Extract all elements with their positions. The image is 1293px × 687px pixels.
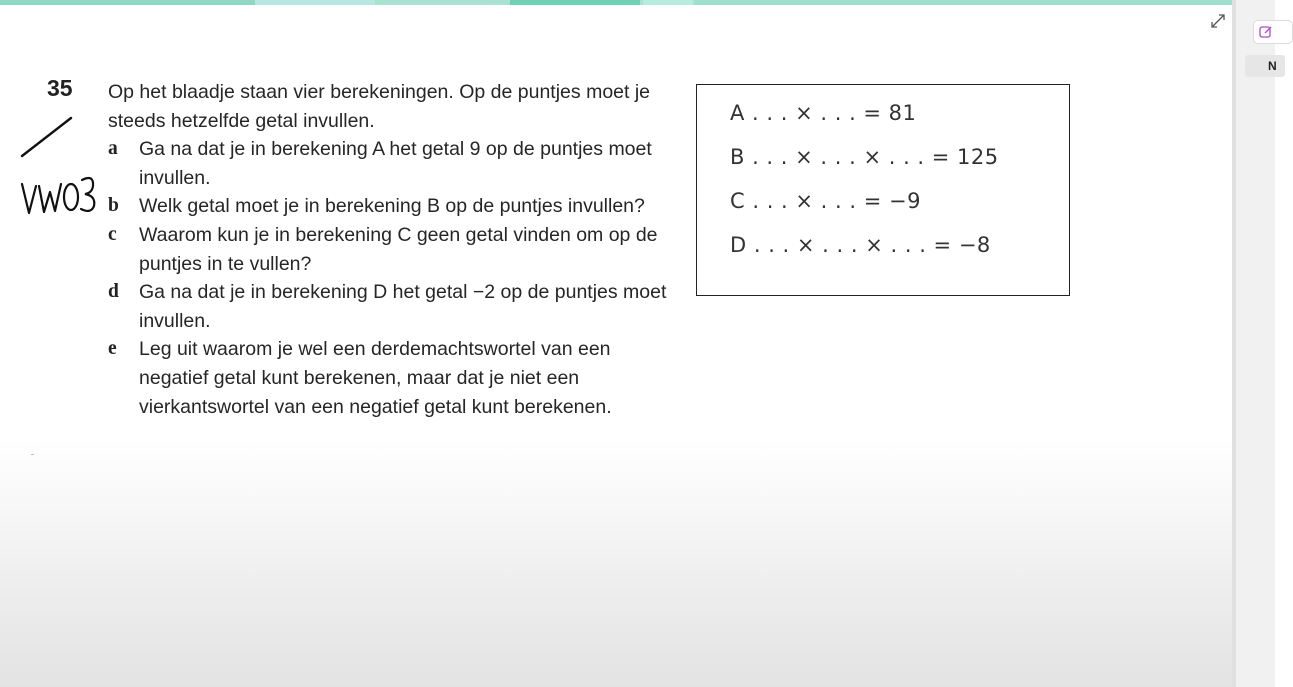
part-a	[108, 135, 678, 192]
right-side-panel	[1232, 0, 1275, 687]
handwritten-note	[14, 108, 114, 228]
edit-button[interactable]	[1253, 20, 1293, 44]
part-label: a	[108, 138, 118, 160]
part-label: e	[108, 338, 117, 360]
calculation-a: A . . . × . . . = 81	[730, 101, 917, 125]
question-number: 35	[47, 75, 73, 101]
part-b	[108, 192, 678, 221]
calculation-d: D . . . × . . . × . . . = −8	[730, 233, 991, 257]
part-text: Ga na dat je in berekening D het getal −2 op de puntjes moet invullen.	[139, 281, 667, 332]
part-c	[108, 221, 678, 278]
progress-strip	[0, 0, 1232, 5]
calculation-c: C . . . × . . . = −9	[730, 189, 921, 213]
panel-tag[interactable]: N	[1245, 55, 1285, 77]
part-e	[108, 335, 678, 421]
part-label: b	[108, 195, 119, 217]
part-label: d	[108, 281, 119, 303]
question-intro: Op het blaadje staan vier berekeningen. Op de puntjes moet je steeds hetzelfde getal invullen.	[108, 81, 651, 132]
expand-icon[interactable]	[1209, 12, 1227, 30]
part-text: Ga na dat je in berekening A het getal 9 op de puntjes moet invullen.	[139, 138, 652, 189]
edit-icon	[1259, 25, 1273, 39]
part-text: Waarom kun je in berekening C geen getal vinden om op de puntjes in te vullen?	[139, 223, 658, 275]
part-text: Leg uit waarom je wel een derdemachtswortel van een negatief getal kunt berekenen, maar dat je niet een vierkantswortel van een negatief getal kunt berekenen.	[139, 338, 612, 418]
part-label: c	[108, 223, 117, 245]
part-d	[108, 278, 678, 335]
stray-mark	[31, 454, 34, 455]
calculation-box	[696, 84, 1070, 296]
question-text	[108, 78, 678, 421]
calculation-b: B . . . × . . . × . . . = 125	[730, 145, 999, 169]
part-text: Welk getal moet je in berekening B op de puntjes invullen?	[139, 195, 645, 218]
